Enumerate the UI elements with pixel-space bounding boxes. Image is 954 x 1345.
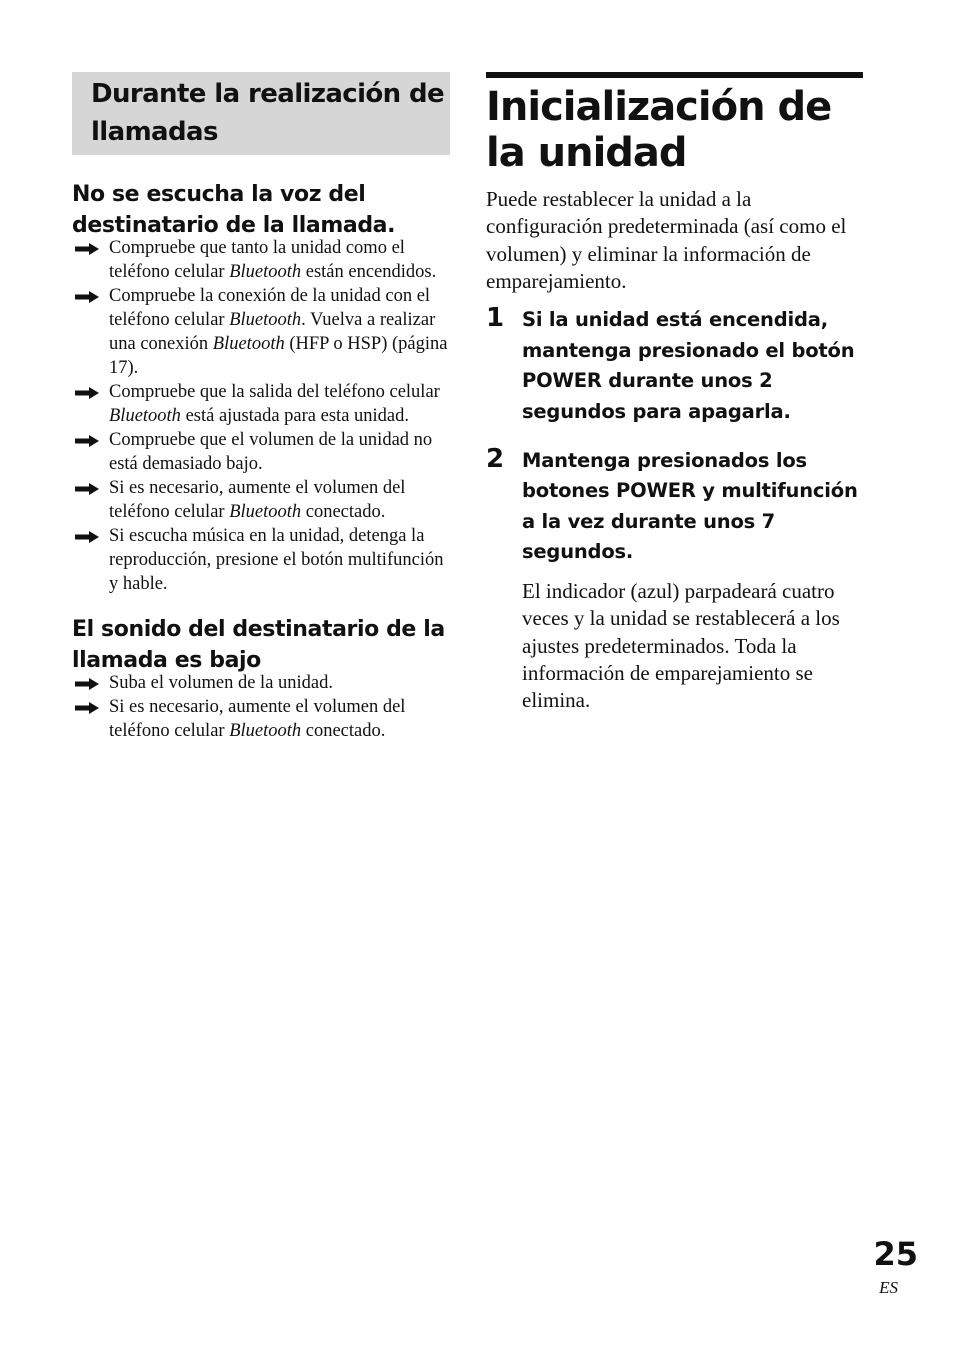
step-instruction: Si la unidad está encendida, mantenga presionado el botón POWER durante unos 2 segundos para apagarla. (522, 308, 855, 423)
bullet-text: . Vuelva a realizar una conexión (109, 310, 436, 354)
page-title: Inicialización de la unidad (486, 84, 832, 176)
bluetooth-term: Bluetooth (212, 334, 285, 354)
bluetooth-term: Bluetooth (229, 721, 302, 741)
bullet-text: conectado. (301, 502, 386, 522)
troubleshooting-groups (72, 179, 450, 743)
list-item (72, 428, 450, 476)
bullet-text: Suba el volumen de la unidad. (109, 673, 334, 693)
bluetooth-term: Bluetooth (229, 310, 302, 330)
arrow-right-icon (74, 702, 100, 714)
step-number: 2 (486, 443, 505, 474)
list-item (72, 284, 450, 380)
step-number: 1 (486, 303, 505, 334)
arrow-right-icon (74, 531, 100, 543)
bullet-text: Si escucha música en la unidad, detenga la reproducción, presione el botón multifunción y hable. (109, 526, 444, 594)
step-1 (486, 305, 863, 427)
bluetooth-term: Bluetooth (109, 406, 181, 426)
bullet-text: (HFP o HSP) (página 17). (109, 334, 448, 378)
bullet-text: Compruebe que el volumen de la unidad no está demasiado bajo. (109, 430, 433, 474)
bullet-text: están encendidos. (301, 262, 437, 282)
bullet-text: Compruebe que tanto la unidad como el teléfono celular (109, 238, 405, 282)
bullet-text: conectado. (301, 721, 386, 741)
bullet-text: Compruebe que la salida del teléfono celular (109, 382, 440, 402)
bullet-text: Si es necesario, aumente el volumen del teléfono celular (109, 697, 406, 741)
step-instruction: Mantenga presionados los botones POWER y multifunción a la vez durante unos 7 segundos. (522, 448, 858, 564)
bluetooth-term: Bluetooth (229, 262, 302, 282)
arrow-right-icon (74, 291, 100, 303)
language-code: ES (879, 1278, 898, 1297)
bullet-text: está ajustada para esta unidad. (180, 406, 410, 426)
page-number: 25 (873, 1235, 918, 1273)
list-item (72, 236, 450, 284)
arrow-right-icon (74, 243, 100, 255)
step-note: El indicador (azul) parpadeará cuatro veces y la unidad se restablecerá a los ajustes predeterminados. Toda la información de emparejamiento se elimina. (522, 578, 840, 713)
bullet-list (72, 236, 450, 596)
arrow-right-icon (74, 678, 100, 690)
bullet-text: Si es necesario, aumente el volumen del teléfono celular (109, 478, 406, 522)
bullet-list (72, 671, 450, 743)
group-heading: No se escucha la voz del destinatario de la llamada. (72, 182, 396, 238)
title-rule (486, 72, 863, 78)
arrow-right-icon (74, 435, 100, 447)
section-title: Durante la realización de llamadas (72, 72, 450, 155)
list-item (72, 476, 450, 524)
arrow-right-icon (74, 483, 100, 495)
right-column (486, 72, 863, 732)
list-item (72, 671, 450, 695)
list-item (72, 380, 450, 428)
list-item (72, 524, 450, 596)
intro-paragraph: Puede restablecer la unidad a la configuración predeterminada (así como el volumen) y eliminar la información de emparejamiento. (486, 187, 847, 293)
bluetooth-term: Bluetooth (229, 502, 302, 522)
list-item (72, 695, 450, 743)
steps-list (486, 305, 863, 714)
group-heading: El sonido del destinatario de la llamada es bajo (72, 617, 445, 673)
bullet-text: Compruebe la conexión de la unidad con el teléfono celular (109, 286, 431, 330)
step-2 (486, 443, 863, 715)
left-column (72, 72, 450, 761)
arrow-right-icon (74, 387, 100, 399)
